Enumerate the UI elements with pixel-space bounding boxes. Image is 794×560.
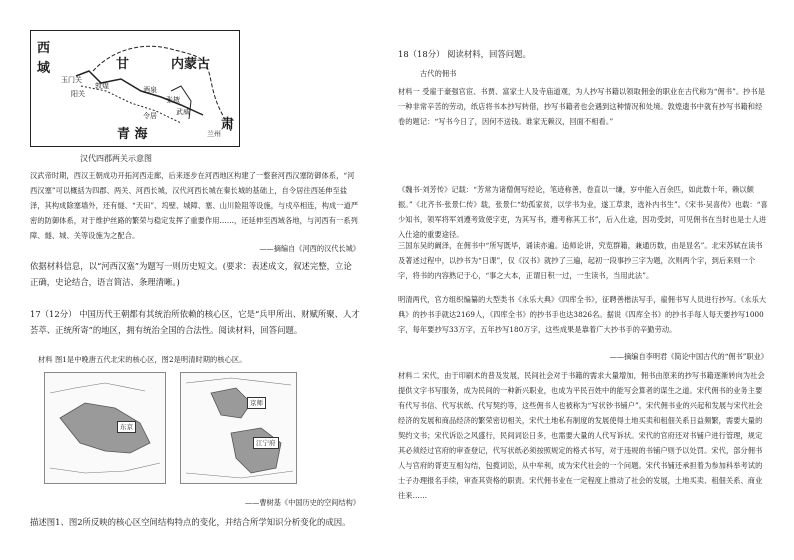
map-label-gan: 甘: [116, 57, 130, 72]
city-jingshi: 京师: [247, 397, 266, 409]
material-2: 材料二 宋代，由于印刷术的普及发展，民间社会对于书籍的需求大量增加，佣书由原来的抄写书籍逐渐转向为社会提供文字书写服务，成为民间的一种新兴职业，也成为平民百姓中的能写会算者的谋生之道。宋代佣书的业务主要有代写书信、代写状纸、代写契约等，这些佣书人也被称为“写状钞书铺户”。宋代佣书业的兴起和发展与宋代社会经济的发展和商品经济的繁荣密切相关，宋代土地私有制度的发展使得土地买卖和租佃关系日益频繁，需要大量的契约文书；宋代诉讼之风盛行，民间词讼日多，也需要大量的人代写诉状。宋代的官府还对书铺户进行管理，规定其必须经过官府的审查登记，代写状纸必须按照规定的格式书写，对于违规的书铺户则予以处罚。宋代，部分佣书人与官府的胥吏互相勾结，包揽词讼，从中牟利，成为宋代社会的一个问题。宋代书铺还承担着为参加科举考试的士子办理报名手续，审查其资格的职责。宋代佣书业在一定程度上推动了社会的发展，土地买卖、租佃关系、商业往来……: [398, 371, 765, 500]
city-dongjing: 东京: [117, 421, 136, 433]
material-1-part-1: 材料一 受雇于豪强官宦、书贾、富家士人及寺庙道观，为人抄写书籍以领取佣金的职业在古代称为“佣书”。抄书是一种非常辛苦的劳动，纸店将书本抄写转借，抄写书籍者也会遇到这种情况和处境。敦煌遗书中就有抄写书籍和经卷的题记：“写书今日了，因何不送钱。谁家无赖汉，回面不相看。”: [398, 87, 766, 126]
map-label-region: 域: [37, 61, 51, 76]
map-label-su: 肃: [221, 117, 235, 132]
place-lanzhou: 兰州: [207, 130, 221, 138]
map-label-qinghai: 青 海: [117, 127, 148, 142]
figure-2-map: [180, 372, 297, 484]
material-1-part-2: 《魏书·刘芳传》记载：“芳常为诸僧佣写经论，笔迹称善，卷直以一缣，岁中能入百余匹，如此数十年，赖以颇振。”《北齐书·张景仁传》载，张景仁“幼孤家贫，以学书为业，遂工草隶，选补内书生”。《宋书·吴喜传》也载：“喜少知书，领军将军刘遵考致使字吏，为其写书，遵考称其工书”，后入仕途，因功受封，可见佣书在当时也是士人进入仕途的重要途径。: [398, 185, 768, 239]
material-1-part-4: 明清两代，官方组织编纂的大型类书《永乐大典》《四库全书》，征聘善楷法写手，雇佣书写人员进行抄写。《永乐大典》的抄书手就达2169人，《四库全书》的抄书手也达3826名。据说《四库全书》的抄书手每人每天要抄写1000字，每年要抄写33万字，五年抄写180万字，这些成果是靠着广大抄书手的辛勤劳动。: [398, 295, 767, 334]
figure-1-drawing: [45, 373, 165, 483]
source-citation-17: ——曹树基《中国历史的空间结构》: [244, 498, 360, 507]
place-dunhuang: 敦煌: [95, 82, 109, 90]
material-17: 材料 图1是中晚唐五代北宋的核心区，图2是明清时期的核心区。: [38, 355, 247, 364]
place-zhangye: 张掖: [166, 96, 180, 104]
task-17: 描述图1、图2所反映的核心区空间结构特点的变化，并结合所学知识分析变化的成因。: [30, 517, 351, 527]
section-heading: 古代的佣书: [420, 69, 457, 78]
figure-1-map: [44, 372, 166, 484]
question-18: 18（18分） 阅读材料，回答问题。: [398, 49, 531, 59]
map-label-west: 西: [37, 41, 51, 56]
essay-task: 依据材料信息，以“河西汉塞”为题写一则历史短文。(要求：表述成文，叙述完整，立论正确，史论结合，语言简洁、条理清晰。): [30, 261, 352, 287]
figure-2-drawing: [181, 373, 296, 483]
map-caption: 汉代四郡两关示意图: [80, 154, 152, 163]
material-1-part-3: 三国东吴的阚泽，在佣书中“所写既毕，诵读亦遍。追师论讲，究览群籍，兼通历数，由是显名”。北宋苏轼在读书及著述过程中，以抄书为“日课”，仅《汉书》就抄了三遍，起初一段事抄三字为题，次则两个字，到后来则一个字，将书的内容熟记于心，“事之大本，正谓日积一过，一生读书，当用此法”。: [398, 241, 763, 280]
source-citation-18: ——摘编自李明君《简论中国古代的“佣书”职业》: [609, 352, 768, 361]
place-yangguan: 阳关: [71, 90, 85, 98]
material-paragraph: 汉武帝时期，西汉王朝成功开拓河西走廊，后来逐步在河西地区构建了一整套河西汉塞防御体系，“河西汉塞”可以概括为四郡、两关、河西长城，汉代河西长城在秦长城的基础上，自令居往西延伸至盐泽，其构成除塞墙外，还有燧、“天田”、坞壁、城障、塞、山川险阻等设施，与戍卒相连，构成一道严密的防御体系，对于维护丝路的繁荣与稳定发挥了重要作用……，还延伸至西域各地，与河西有一系列障、燧、城、关等设施为之配合。: [30, 171, 359, 240]
source-citation: ——摘编自《河西的汉代长城》: [259, 244, 360, 253]
question-17: 17（12分） 中国历代王朝都有其统治所依赖的核心区，它是“兵甲所出、财赋所聚、人才荟萃、正统所寄”的地区，拥有统治全国的合法性。阅读材料，回答问题。: [30, 309, 360, 335]
place-yumenguan: 玉门关: [61, 76, 82, 84]
han-map: [30, 30, 240, 147]
place-jiuquan: 酒泉: [143, 86, 157, 94]
place-lingju: 令居: [143, 112, 157, 120]
map-label-inner-mongolia: 内蒙古: [171, 57, 211, 72]
city-jiangningfu: 江宁府: [253, 437, 279, 449]
place-wuwei: 武威: [176, 108, 190, 116]
